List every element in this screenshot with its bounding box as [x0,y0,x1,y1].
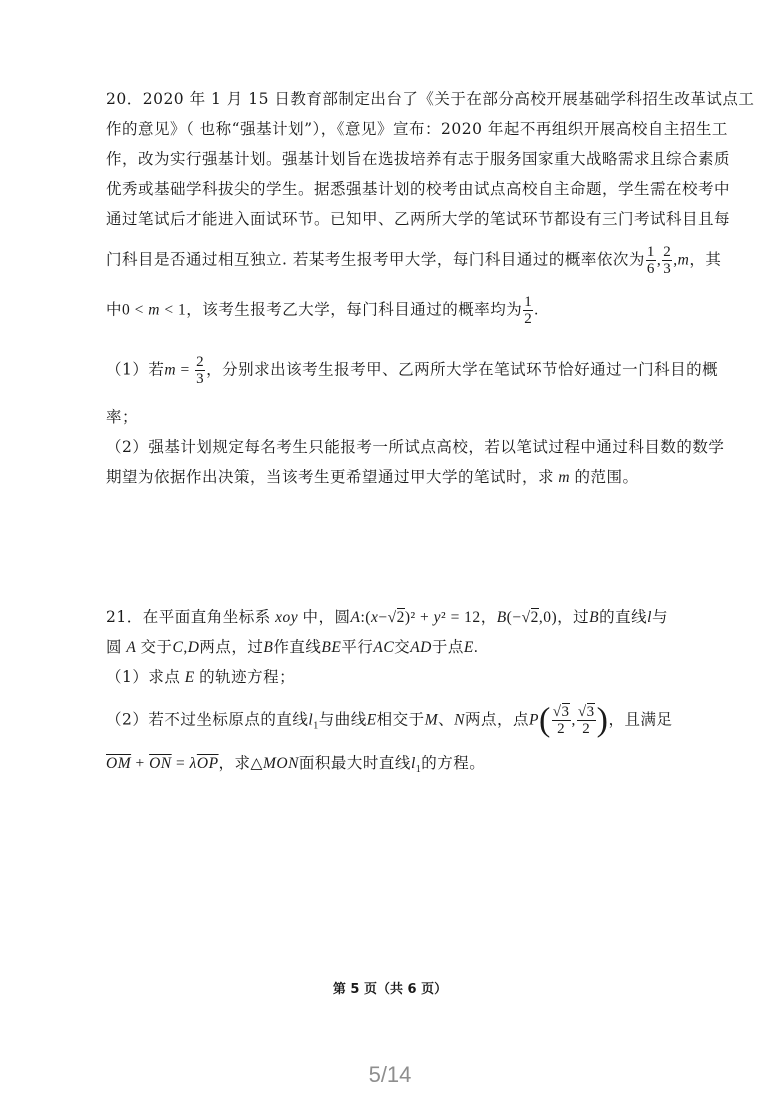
q21-part-2-line-1: （2）若不过坐标原点的直线$l_1$与曲线E相交于M、N两点，点P( $\frac{√3}{2}$ , $\frac{√3}{2}$ )，且满足 [106,701,673,739]
fraction-sqrt3-over-2-x: $\frac{√3}{2}$ [552,704,570,737]
q20-line-1: 20．2020 年 1 月 15 日教育部制定出台了《关于在部分高校开展基础学科招生改革试点工 [106,90,755,108]
q21-part-2-line-2: $\overline{OM} + \overline{ON} = \lambda\overline{OP}$，求△MON面积最大时直线$l_1$的方程。 [106,754,486,776]
q21-line-2: 圆 A 交于C,D两点，过B作直线BE平行AC交AD于点E. [106,638,479,656]
question-21 [106,602,696,778]
q20-part-1-end: 率； [106,408,139,426]
q20-part-2-line-1: （2）强基计划规定每名考生只能报考一所试点高校，若以笔试过程中通过科目数的数学 [106,438,725,456]
fraction-m-two-thirds: $\frac{2}{3}$ [196,354,205,387]
fraction-one-half: $\frac{1}{2}$ [524,294,533,327]
q20-line-4: 优秀或基础学科拔尖的学生。据悉强基计划的校考由试点高校自主命题，学生需在校考中 [106,180,731,198]
q21-part-1: （1）求点 E 的轨迹方程； [106,668,296,686]
q20-part-2-line-2: 期望为依据作出决策，当该考生更希望通过甲大学的笔试时，求 m 的范围。 [106,468,639,486]
q20-part-1: （1）若m = $\frac{2}{3}$ ，分别求出该考生报考甲、乙两所大学在笔试环节恰好通过一门科目的概 [106,354,719,387]
fraction-two-thirds: $\frac{2}{3}$ [663,244,672,277]
fraction-one-sixth: $\frac{1}{6}$ [646,244,655,277]
fraction-sqrt3-over-2-y: $\frac{√3}{2}$ [577,704,595,737]
q20-line-2: 作的意见》（ 也称“强基计划”），《意见》宣布：2020 年起不再组织开展高校自主招生工 [106,120,728,138]
question-20 [106,84,755,492]
page-indicator: 5/14 [368,1062,412,1087]
q20-line-5: 通过笔试后才能进入面试环节。已知甲、乙两所大学的笔试环节都设有三门考试科目且每 [106,210,731,228]
q20-line-3: 作，改为实行强基计划。强基计划旨在选拔培养有志于服务国家重大战略需求且综合素质 [106,150,731,168]
q21-line-1: 21．在平面直角坐标系 xoy 中，圆A:(x−√2)² + y² = 12，B(−√2,0)，过B的直线l与 [106,608,668,626]
q20-line-7: 中0 < m < 1，该考生报考乙大学，每门科目通过的概率均为 $\frac{1}{2}$ . [106,294,539,327]
page-footer: 第 5 页（共 6 页） [332,982,448,997]
q20-line-6: 门科目是否通过相互独立. 若某考生报考甲大学，每门科目通过的概率依次为 $\frac{1}{6}$ , $\frac{2}{3}$ ,m，其 [106,244,722,277]
